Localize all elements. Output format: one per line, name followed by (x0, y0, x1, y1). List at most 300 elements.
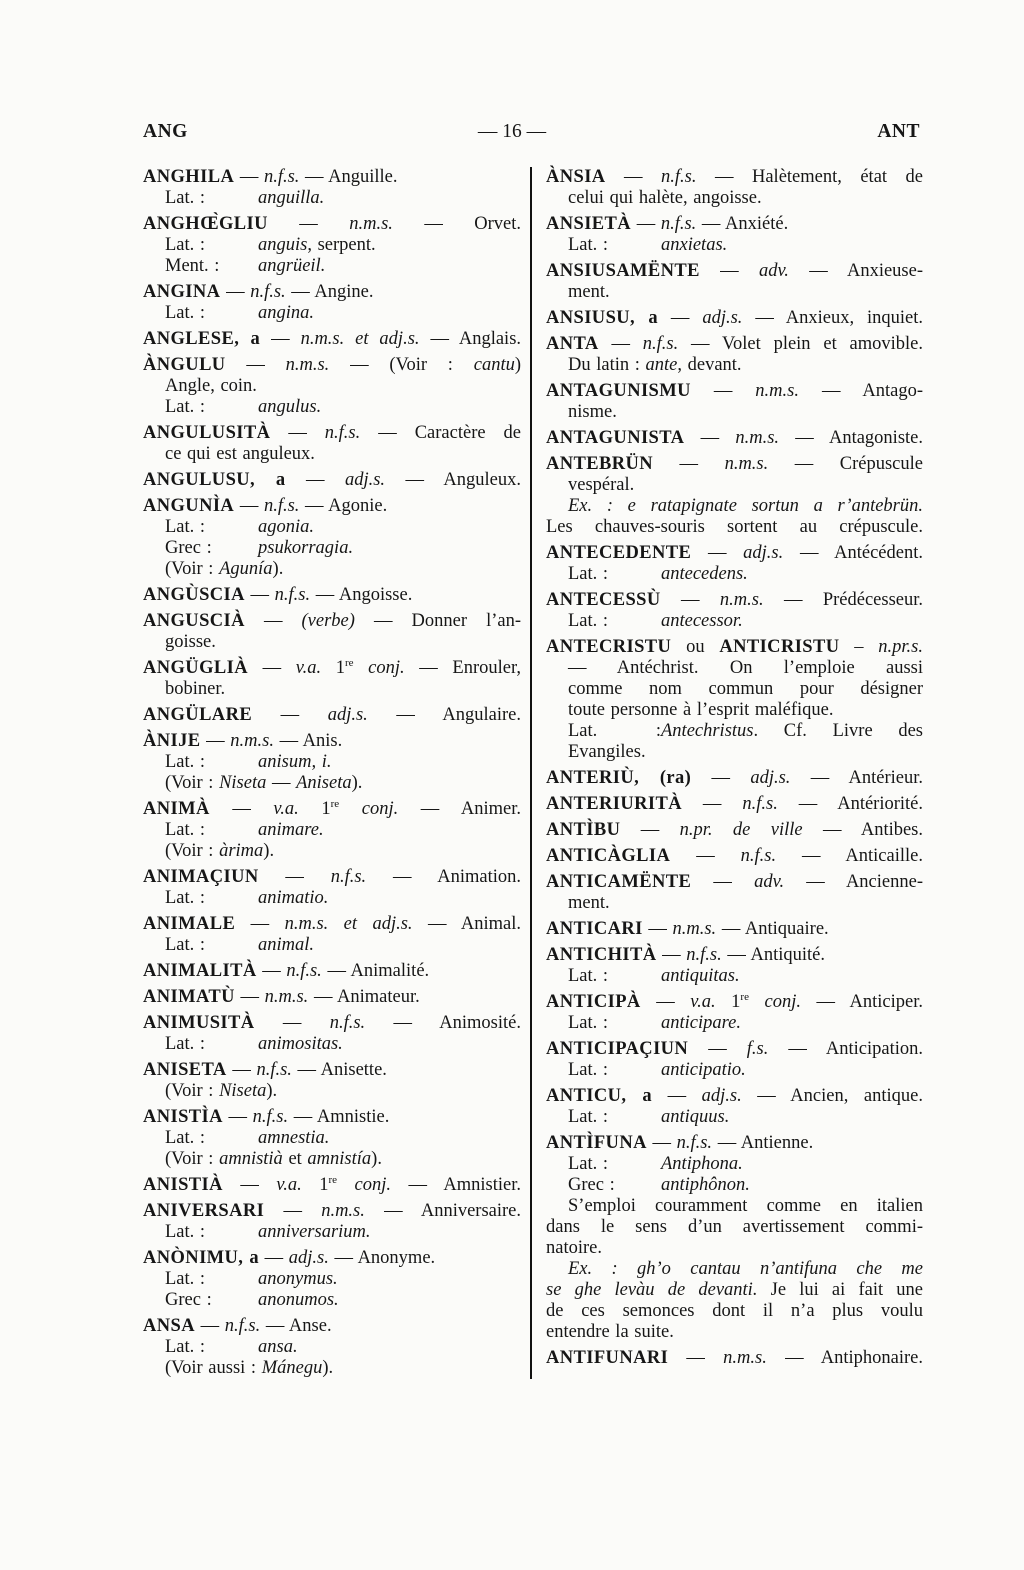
entry-line (143, 799, 521, 820)
headword: ANTERIURITÀ (546, 794, 682, 814)
dictionary-entry (546, 794, 923, 815)
text-segment: anticipatio. (661, 1060, 746, 1080)
text-segment: conj. (337, 1175, 391, 1195)
left-column (143, 167, 521, 1379)
dictionary-entry (546, 428, 923, 449)
entry-line (546, 1348, 923, 1369)
text-segment: ante (645, 355, 678, 375)
headword: ÀNSIA (546, 167, 606, 187)
dictionary-entry (143, 731, 521, 794)
text-segment: n.m.s. (264, 987, 309, 1007)
text-segment: Lat. : (165, 1034, 206, 1054)
text-segment: adv. (758, 261, 789, 281)
text-segment: — (244, 585, 275, 605)
text-segment: — (691, 768, 751, 788)
text-segment: Lat. : (568, 966, 609, 986)
entry-line (546, 1060, 923, 1081)
text-segment: n.f.s. (676, 1133, 713, 1153)
text-segment: ). (263, 841, 275, 861)
headword: ANGULUSITÀ (143, 423, 271, 443)
text-segment: Lat. : (568, 721, 661, 741)
text-segment: Lat. : (165, 1269, 206, 1289)
text-segment: — (691, 543, 744, 563)
entry-line (143, 679, 521, 700)
text-segment: — (267, 214, 350, 234)
text-segment: — Antago- (798, 381, 923, 401)
headword: ANGUSCIÀ (143, 611, 245, 631)
text-segment: — (631, 214, 661, 234)
text-segment: — Anonyme. (328, 1248, 436, 1268)
text-segment: — (244, 611, 302, 631)
text-segment: animal. (258, 935, 315, 955)
text-segment: Lat. : (165, 888, 206, 908)
entry-line (546, 1086, 923, 1107)
text-segment: n.f.s. (742, 794, 778, 814)
page-header (0, 121, 1024, 147)
text-segment: anxietas. (661, 235, 728, 255)
entry-line (546, 679, 923, 700)
text-segment: — (668, 1348, 724, 1368)
text-segment: n.f.s. (324, 423, 361, 443)
text-segment: adj.s. (327, 705, 368, 725)
entry-line (546, 308, 923, 329)
entry-line (143, 611, 521, 632)
text-segment: bobiner. (165, 679, 226, 699)
text-segment: natoire. (546, 1238, 602, 1258)
text-segment: S’emploi couramment comme en italien (568, 1196, 923, 1216)
headword: ANTÌFUNA (546, 1133, 647, 1153)
text-segment: Aniseta (296, 773, 352, 793)
entry-line (546, 945, 923, 966)
text-segment: antiquus. (661, 1107, 730, 1127)
text-segment: n.m.s. (719, 590, 764, 610)
text-segment: ). (266, 1081, 278, 1101)
text-segment: n.f.s. (661, 167, 697, 187)
text-segment: — Antécédent. (783, 543, 923, 563)
dictionary-entry (143, 914, 521, 956)
entry-line (143, 820, 521, 841)
dictionary-entry (546, 945, 923, 987)
text-segment: — (235, 914, 285, 934)
text-segment: Lat. : (568, 1107, 609, 1127)
dictionary-entry (546, 334, 923, 376)
entry-line (143, 1248, 521, 1269)
entry-line (546, 1039, 923, 1060)
text-segment: celui qui halète, angoisse. (568, 188, 762, 208)
text-segment: — Anxieuse- (788, 261, 923, 281)
text-segment: antecedens. (661, 564, 748, 584)
entry-line (143, 167, 521, 188)
dictionary-entry (143, 585, 521, 606)
text-segment: n.f.s. (286, 961, 322, 981)
text-segment: adj.s. (702, 308, 743, 328)
text-segment: — Crépuscule (768, 454, 923, 474)
text-segment: — Antéchrist. On l’emploie aussi (568, 658, 923, 678)
text-segment: Ex. : e ratapignate sortun a r’antebrün. (568, 496, 923, 516)
text-segment: agonia. (258, 517, 315, 537)
headword: ANGLESE, a (143, 329, 261, 349)
text-segment: — (658, 308, 703, 328)
text-segment: anonymus. (258, 1269, 338, 1289)
dictionary-entry (546, 308, 923, 329)
headword: ANTAGUNISMU (546, 381, 691, 401)
text-segment: (Voir : (165, 1149, 220, 1169)
text-segment: Evangiles. (568, 742, 646, 762)
text-segment: Lat. : (165, 235, 206, 255)
dictionary-entry (546, 846, 923, 867)
text-segment: — (266, 773, 297, 793)
text-segment: Lat. : (165, 188, 206, 208)
text-segment: — (640, 992, 691, 1012)
entry-line (143, 1128, 521, 1149)
text-segment: — (247, 658, 296, 678)
text-segment: — Amnistier. (390, 1175, 522, 1195)
entry-line (546, 893, 923, 914)
entry-line (143, 773, 521, 794)
text-segment: anniversarium. (258, 1222, 371, 1242)
entry-line (546, 381, 923, 402)
text-segment: — (226, 1060, 257, 1080)
text-segment: dans le sens d’un avertissement commi- (546, 1217, 923, 1237)
headword: ANTECRISTU (546, 637, 672, 657)
text-segment: — (285, 470, 345, 490)
text-segment: ment. (568, 893, 610, 913)
headword: ANTICIPÀ (546, 992, 641, 1012)
entry-line (546, 167, 923, 188)
headword: ANSIUSAMËNTE (546, 261, 700, 281)
headword: ÀNIJE (143, 731, 201, 751)
headword: ANTECEDENTE (546, 543, 692, 563)
entry-line (143, 987, 521, 1008)
text-segment: — (598, 334, 643, 354)
headword: ANGUNÌA (143, 496, 235, 516)
text-segment: (Voir : (165, 773, 220, 793)
dictionary-entry (143, 214, 521, 277)
entry-line (143, 1290, 521, 1311)
entry-line (546, 475, 923, 496)
entry-line (143, 1316, 521, 1337)
text-segment: 1 (298, 799, 331, 819)
text-segment: — (252, 705, 328, 725)
dictionary-entry (546, 214, 923, 256)
text-segment: Niseta (219, 773, 267, 793)
text-segment: Lat. : (165, 1222, 206, 1242)
text-segment: 1 (301, 1175, 329, 1195)
dictionary-entry (143, 1248, 521, 1311)
text-segment: ou (671, 637, 720, 657)
text-segment: n.m.s. (321, 1201, 365, 1221)
dictionary-entry (143, 423, 521, 465)
text-segment: — (642, 919, 673, 939)
headword: ANTICU, a (546, 1086, 653, 1106)
text-segment: (Voir : (165, 1081, 220, 1101)
entry-line (143, 355, 521, 376)
entry-line (546, 188, 923, 209)
text-segment: Lat. : (165, 303, 206, 323)
text-segment: — Antagoniste. (779, 428, 923, 448)
entry-line (546, 564, 923, 585)
entry-line (143, 1222, 521, 1243)
entry-line (143, 282, 521, 303)
text-segment: — Anisette. (291, 1060, 387, 1080)
text-segment: — Antérieur. (790, 768, 924, 788)
text-segment: n.f.s. (686, 945, 722, 965)
entry-line (143, 731, 521, 752)
headword: ANTERIÙ, (ra) (546, 768, 692, 788)
text-segment: — Antibes. (802, 820, 924, 840)
dictionary-entry (143, 1201, 521, 1243)
dictionary-entry (143, 355, 521, 418)
text-segment: Lat. : (568, 1013, 609, 1033)
entry-line (143, 397, 521, 418)
text-segment: — Anticiper. (800, 992, 923, 1012)
headword: ANIVERSARI (143, 1201, 265, 1221)
text-segment: — Anguille. (299, 167, 398, 187)
headword: ANIMATÙ (143, 987, 235, 1007)
entry-line (546, 402, 923, 423)
entry-line (546, 590, 923, 611)
dictionary-entry (546, 820, 923, 841)
text-segment: Lat. : (165, 517, 206, 537)
text-segment: — (690, 381, 756, 401)
entry-line (143, 705, 521, 726)
text-segment: ansa. (258, 1337, 298, 1357)
entry-line (143, 496, 521, 517)
text-segment: — (209, 799, 274, 819)
dictionary-entry (143, 611, 521, 653)
entry-line (546, 966, 923, 987)
text-segment: — Anticaille. (776, 846, 923, 866)
text-segment: , devant. (677, 355, 742, 375)
text-segment: et (282, 1149, 308, 1169)
dictionary-entry (143, 329, 521, 350)
text-segment: ment. (568, 282, 610, 302)
text-segment: Agunía (219, 559, 273, 579)
text-segment: n.m.s. (349, 214, 393, 234)
entry-line (546, 1107, 923, 1128)
entry-line (546, 1175, 923, 1196)
headword: ANISETA (143, 1060, 227, 1080)
text-segment: — (259, 1248, 289, 1268)
text-segment: Lat. : (165, 1128, 206, 1148)
entry-line (546, 658, 923, 679)
text-segment: — (Voir : (329, 355, 474, 375)
entry-line (143, 444, 521, 465)
text-segment: f.s. (746, 1039, 769, 1059)
text-segment: animositas. (258, 1034, 343, 1054)
text-segment: n.m.s. et adj.s. (300, 329, 420, 349)
text-segment: (Voir : (165, 559, 220, 579)
entry-line (143, 214, 521, 235)
dictionary-entry (546, 768, 923, 789)
text-segment: ). (272, 559, 284, 579)
text-segment: — (220, 282, 251, 302)
headword: ANSIUSU, a (546, 308, 659, 328)
text-segment: Lat. : (165, 752, 206, 772)
text-segment: — (260, 329, 301, 349)
text-segment: — (270, 423, 325, 443)
dictionary-entry (546, 381, 923, 423)
text-segment: cantu (473, 355, 515, 375)
text-segment: — Angoisse. (310, 585, 413, 605)
entry-line (143, 559, 521, 580)
text-segment: Lat. : (165, 1337, 206, 1357)
text-segment: — Animation. (366, 867, 521, 887)
text-segment: adj.s. (344, 470, 386, 490)
text-segment: n.m.s. (285, 355, 330, 375)
text-segment: — Donner l’an- (354, 611, 522, 631)
entry-line (546, 334, 923, 355)
text-segment: anonumos. (258, 1290, 339, 1310)
text-segment: Grec : (165, 538, 212, 558)
text-segment: n.f.s. (274, 585, 311, 605)
entry-line (546, 846, 923, 867)
text-segment: psukorragia. (258, 538, 354, 558)
entry-line (143, 1175, 521, 1196)
headword: ANGINA (143, 282, 221, 302)
entry-line (546, 428, 923, 449)
text-segment: Du latin : (568, 355, 646, 375)
text-segment: n.pr.s. (878, 637, 923, 657)
entry-line (546, 454, 923, 475)
entry-line (143, 752, 521, 773)
dictionary-entry (546, 637, 923, 763)
entry-line (143, 961, 521, 982)
headword: ANTICRISTU (719, 637, 840, 657)
text-segment: — Animosité. (365, 1013, 521, 1033)
entry-line (143, 888, 521, 909)
text-segment: n.m.s. et adj.s. (284, 914, 413, 934)
text-segment: se ghe levàu de devanti. (546, 1280, 758, 1300)
text-segment: Lat. : (568, 1154, 609, 1174)
text-segment: n.f.s. (642, 334, 679, 354)
headword: ANTICAMËNTE (546, 872, 692, 892)
text-segment: — Ancien, antique. (741, 1086, 923, 1106)
text-segment: re (330, 797, 340, 810)
headword: ANISTÌA (143, 1107, 223, 1127)
text-segment: n.f.s. (263, 496, 300, 516)
header-guide-left: ANG (143, 121, 188, 142)
text-segment: Lat. : (165, 397, 206, 417)
dictionary-entry (546, 454, 923, 538)
entry-line (143, 1081, 521, 1102)
text-segment: — (234, 496, 264, 516)
entry-line (143, 1034, 521, 1055)
text-segment: conj. (353, 658, 405, 678)
text-segment: — (699, 261, 759, 281)
entry-line (546, 794, 923, 815)
text-segment: — (264, 1201, 322, 1221)
text-segment: n.m.s. (735, 428, 780, 448)
text-segment: n.pr. de ville (679, 820, 803, 840)
text-segment: — (646, 1133, 677, 1153)
text-segment: — (653, 454, 725, 474)
text-segment: anguilla. (258, 188, 325, 208)
text-segment: — Anse. (260, 1316, 332, 1336)
entry-line (546, 1238, 923, 1259)
right-column (546, 167, 923, 1379)
text-segment: adj.s. (743, 543, 784, 563)
headword: ANTA (546, 334, 599, 354)
text-segment: re (740, 990, 749, 1003)
text-segment: Ex. : gh’o cantau n’antifuna che me (568, 1259, 923, 1279)
entry-line (143, 585, 521, 606)
text-segment: — (234, 987, 265, 1007)
text-segment: àrima (219, 841, 264, 861)
headword: ANIMALITÀ (143, 961, 257, 981)
text-segment: — (254, 1013, 330, 1033)
entry-line (143, 1201, 521, 1222)
text-segment: adj.s. (750, 768, 791, 788)
text-segment: anisum, i. (258, 752, 332, 772)
text-segment: — (684, 428, 736, 448)
text-segment: — Antiquité. (721, 945, 825, 965)
entry-line (143, 517, 521, 538)
entry-line (546, 1133, 923, 1154)
text-segment: n.f.s. (224, 1316, 261, 1336)
text-segment: vespéral. (568, 475, 635, 495)
headword: ANGHŒ̀GLIU (143, 214, 268, 234)
entry-line (546, 611, 923, 632)
text-segment: — (194, 1316, 225, 1336)
text-segment: — Antiquaire. (716, 919, 829, 939)
entry-line (546, 1217, 923, 1238)
text-segment: re (328, 1173, 338, 1186)
entry-line (546, 637, 923, 658)
entry-line (143, 423, 521, 444)
entry-line (546, 742, 923, 763)
text-segment: — Anxiété. (696, 214, 789, 234)
text-segment: angina. (258, 303, 315, 323)
headword: ANTIFUNARI (546, 1348, 669, 1368)
text-segment: Lat. : (568, 1060, 609, 1080)
headword: ANTICHITÀ (546, 945, 657, 965)
dictionary-entry (546, 1133, 923, 1343)
text-segment: angulus. (258, 397, 322, 417)
column-divider (530, 167, 532, 1379)
dictionary-entry (143, 1060, 521, 1102)
text-segment: — Animer. (398, 799, 521, 819)
text-segment: ). (322, 1358, 334, 1378)
text-segment: – (839, 637, 879, 657)
text-segment: v.a. (295, 658, 322, 678)
dictionary-entry (143, 799, 521, 862)
entry-line (143, 632, 521, 653)
dictionary-entry (143, 987, 521, 1008)
text-segment: anguis (258, 235, 308, 255)
text-segment: v.a. (276, 1175, 302, 1195)
text-segment: — Antienne. (712, 1133, 814, 1153)
text-segment: — Anis. (273, 731, 343, 751)
page-number: — 16 — (477, 121, 547, 142)
text-segment: — (652, 1086, 702, 1106)
text-segment: — Animalité. (321, 961, 430, 981)
dictionary-entry (546, 1039, 923, 1081)
text-segment: — Orvet. (392, 214, 522, 234)
text-segment: Mánegu (261, 1358, 323, 1378)
text-segment: ) (514, 355, 522, 375)
text-segment: toute personne à l’esprit maléfique. (568, 700, 834, 720)
dictionary-entry (546, 543, 923, 585)
text-segment: n.f.s. (660, 214, 697, 234)
text-segment: — Amnistie. (288, 1107, 390, 1127)
text-segment: adj.s. (288, 1248, 329, 1268)
text-segment: entendre la suite. (546, 1322, 674, 1342)
text-segment: n.m.s. (672, 919, 717, 939)
text-segment: n.f.s. (252, 1107, 289, 1127)
entry-line (143, 1107, 521, 1128)
text-segment: (Voir : (165, 841, 220, 861)
